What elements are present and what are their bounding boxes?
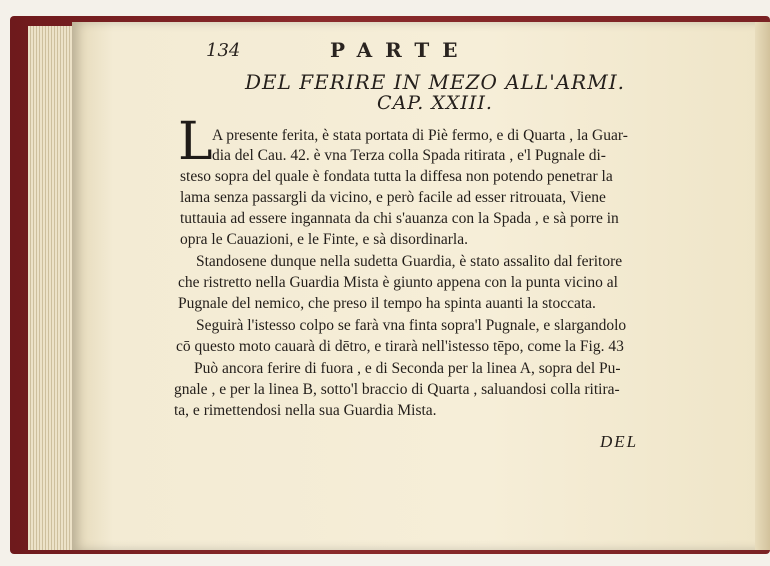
catchword: DEL — [600, 432, 639, 451]
chapter-heading: DEL FERIRE IN MEZO ALL'ARMI. — [245, 70, 625, 94]
running-head: PARTE — [330, 38, 471, 62]
text-line: dia del Cau. 42. è vna Terza colla Spada ritirata , e'l Pugnale di- — [212, 147, 606, 164]
page-number: 134 — [206, 40, 241, 61]
right-page-edge — [755, 22, 770, 550]
text-line: Standosene dunque nella sudetta Guardia, è stato assalito dal feritore — [196, 253, 623, 270]
drop-cap: L — [178, 112, 213, 172]
chapter-number: CAP. XXIII. — [377, 92, 493, 114]
text-line: opra le Cauazioni, e le Finte, e sà disordinarla. — [180, 231, 468, 248]
text-line: tuttauia ad essere ingannata da chi s'auanza con la Spada , e sà porre in — [180, 210, 619, 227]
text-line: gnale , e per la linea B, sotto'l braccio di Quarta , saluandosi colla ritira- — [174, 381, 620, 398]
text-line: A presente ferita, è stata portata di Piè fermo, e di Quarta , la Guar- — [212, 127, 628, 144]
text-line: lama senza passargli da vicino, e però facile ad esser ritrouata, Viene — [180, 189, 606, 206]
text-line: Seguirà l'istesso colpo se farà vna finta sopra'l Pugnale, e slargandolo — [196, 317, 627, 334]
page-edges — [28, 26, 76, 550]
text-line: cō questo moto cauarà di dētro, e tirarà nell'istesso tēpo, come la Fig. 43 — [176, 338, 624, 355]
text-line: steso sopra del quale è fondata tutta la diffesa non potendo penetrar la — [180, 168, 613, 185]
text-line: ta, e rimettendosi nella sua Guardia Mista. — [174, 402, 437, 419]
text-line: Pugnale del nemico, che preso il tempo ha spinta auanti la stoccata. — [178, 295, 596, 312]
text-line: che ristretto nella Guardia Mista è giunto appena con la punta vicino al — [178, 274, 618, 291]
text-line: Può ancora ferire di fuora , e di Seconda per la linea A, sopra del Pu- — [194, 360, 621, 377]
